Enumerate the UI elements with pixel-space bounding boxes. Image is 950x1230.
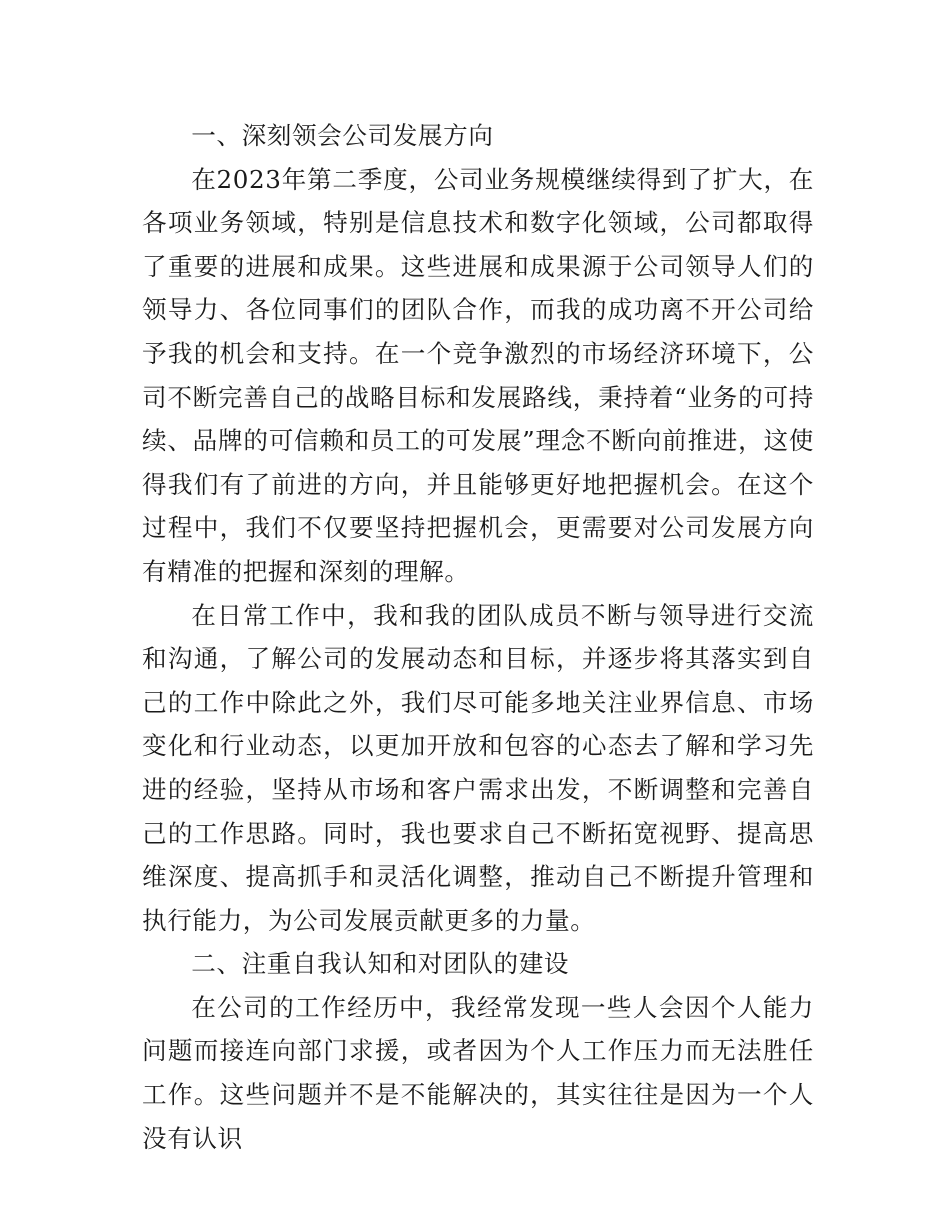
paragraph-3: 在公司的工作经历中，我经常发现一些人会因个人能力问题而接连向部门求援，或者因为个人工作压力而无法胜任工作。这些问题并不是不能解决的，其实往往是因为一个人没有认识 <box>142 992 814 1153</box>
section-heading-2: 二、注重自我认知和对团队的建设 <box>191 949 570 979</box>
paragraph-1: 在2023年第二季度，公司业务规模继续得到了扩大，在各项业务领域，特别是信息技术和数字化领域，公司都取得了重要的进展和成果。这些进展和成果源于公司领导人们的领导力、各位同事们的团队合作，而我的成功离不开公司给予我的机会和支持。在一个竞争激烈的市场经济环境下，公司不断完善自己的战略目标和发展路线，秉持着“业务的可持续、品牌的可信赖和员工的可发展”理念不断向前推进，这使得我们有了前进的方向，并且能够更好地把握机会。在这个过程中，我们不仅要坚持把握机会，更需要对公司发展方向有精准的把握和深刻的理解。 <box>142 164 814 586</box>
document-body <box>142 114 814 1160</box>
section-heading-1: 一、深刻领会公司发展方向 <box>191 121 494 150</box>
paragraph-2: 在日常工作中，我和我的团队成员不断与领导进行交流和沟通，了解公司的发展动态和目标，并逐步将其落实到自己的工作中除此之外，我们尽可能多地关注业界信息、市场变化和行业动态，以更加开放和包容的心态去了解和学习先进的经验，坚持从市场和客户需求出发，不断调整和完善自己的工作思路。同时，我也要求自己不断拓宽视野、提高思维深度、提高抓手和灵活化调整，推动自己不断提升管理和执行能力，为公司发展贡献更多的力量。 <box>142 600 814 935</box>
